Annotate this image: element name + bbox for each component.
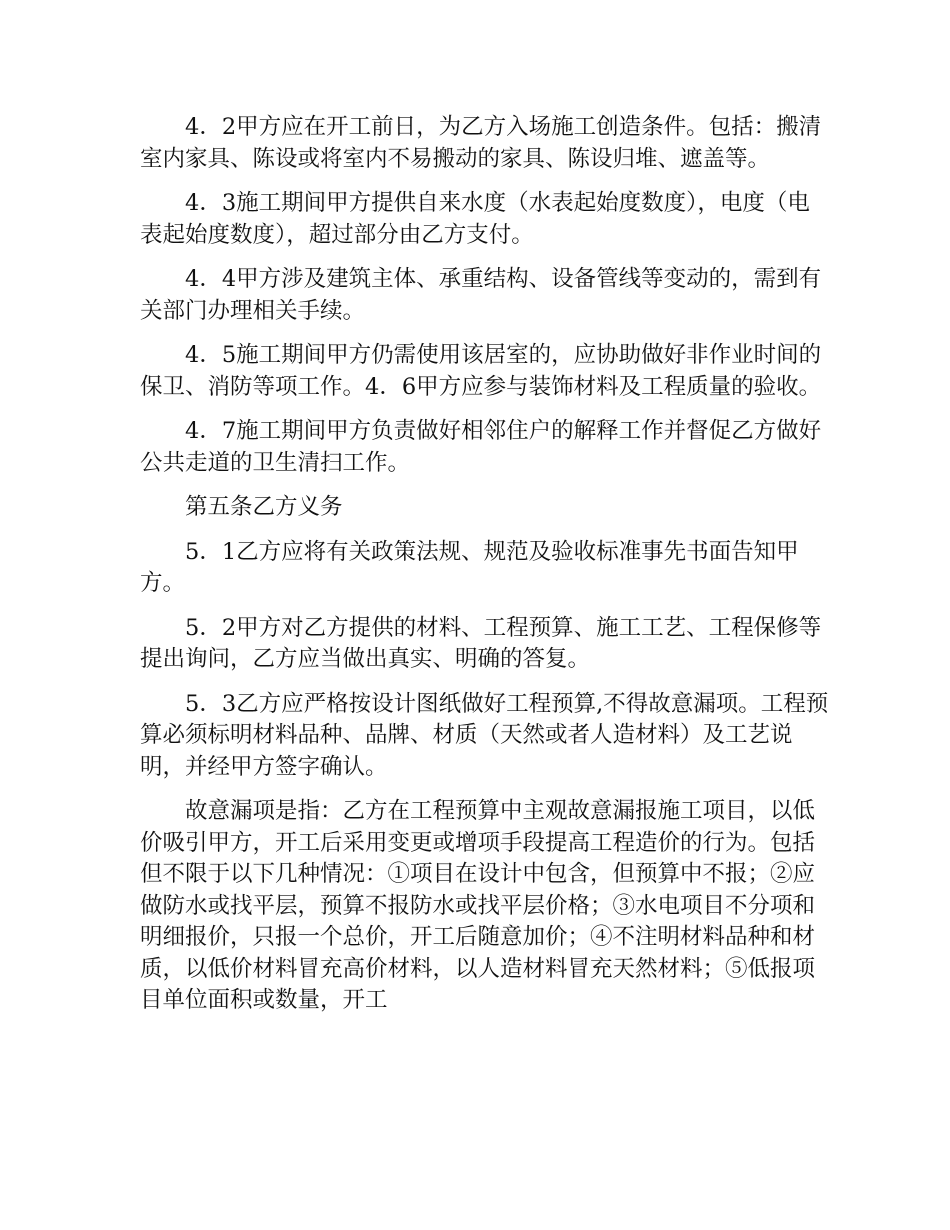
paragraph-4-5: 4．5施工期间甲方仍需使用该居室的，应协助做好非作业时间的保卫、消防等项工作。4．6甲方应参与装饰材料及工程质量的验收。 [140, 342, 822, 400]
paragraph-5-1: 5．1乙方应将有关政策法规、规范及验收标准事先书面告知甲方。 [140, 538, 799, 596]
section-heading-article-5: 第五条乙方义务 [185, 494, 343, 520]
document-page [140, 112, 830, 1030]
paragraph-intentional-omission: 故意漏项是指：乙方在工程预算中主观故意漏报施工项目，以低价吸引甲方，开工后采用变更或增项手段提高工程造价的行为。包括但不限于以下几种情况：①项目在设计中包含，但预算中不报；②应做防水或找平层，预算不报防水或找平层价格；③水电项目不分项和明细报价，只报一个总价，开工后随意加价；④不注明材料品种和材质，以低价材料冒充高价材料，以人造材料冒充天然材料；⑤低报项目单位面积或数量，开工 [140, 798, 816, 1013]
paragraph-4-7: 4．7施工期间甲方负责做好相邻住户的解释工作并督促乙方做好公共走道的卫生清扫工作。 [140, 418, 822, 476]
paragraph-4-3: 4．3施工期间甲方提供自来水度（水表起始度数度），电度（电表起始度数度），超过部分由乙方支付。 [140, 190, 810, 248]
paragraph-5-2: 5．2甲方对乙方提供的材料、工程预算、施工工艺、工程保修等提出询问，乙方应当做出真实、明确的答复。 [140, 614, 822, 672]
paragraph-4-2: 4．2甲方应在开工前日，为乙方入场施工创造条件。包括：搬清室内家具、陈设或将室内不易搬动的家具、陈设归堆、遮盖等。 [140, 114, 822, 172]
paragraph-4-4: 4．4甲方涉及建筑主体、承重结构、设备管线等变动的，需到有关部门办理相关手续。 [140, 266, 822, 324]
paragraph-5-3: 5．3乙方应严格按设计图纸做好工程预算,不得故意漏项。工程预算必须标明材料品种、品牌、材质（天然或者人造材料）及工艺说明，并经甲方签字确认。 [140, 690, 829, 780]
